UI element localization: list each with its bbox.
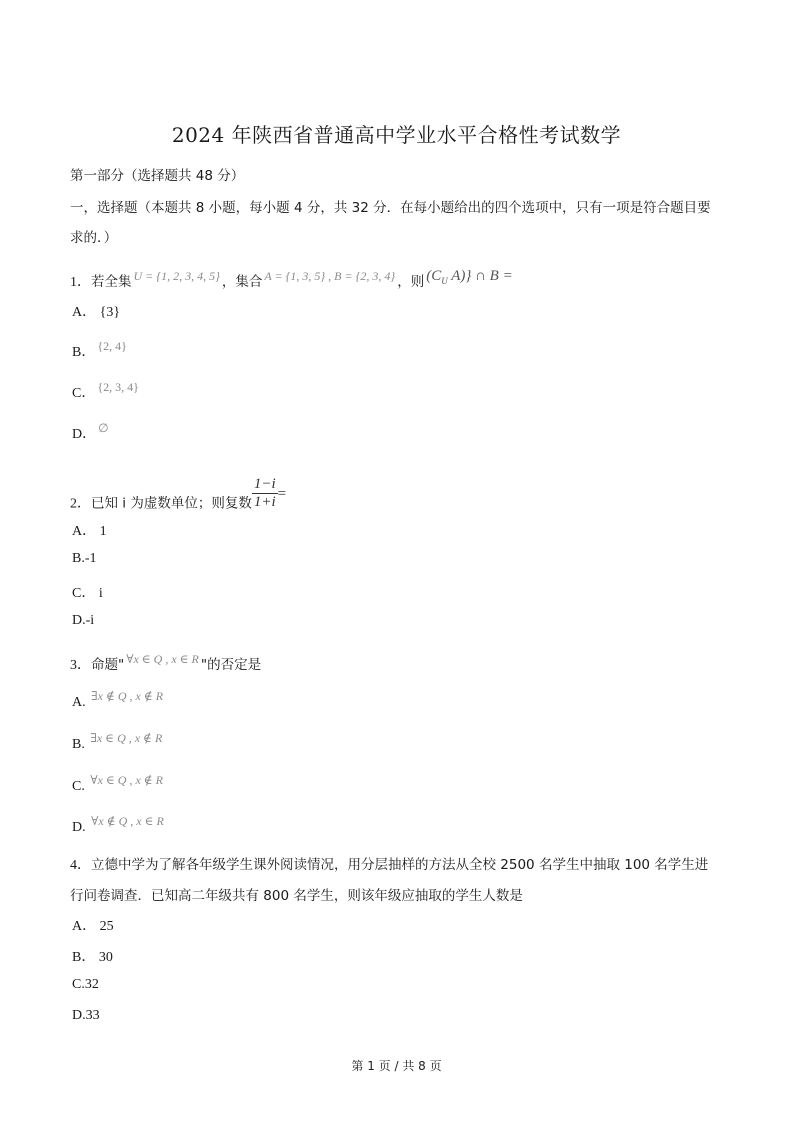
question-4-stem-line-1: [70, 853, 708, 874]
option-label: B.: [72, 551, 85, 566]
stem-text: 立德中学为了解各年级学生课外阅读情况，用分层抽样的方法从全校 2500 名学生中抽取 100 名学生进: [91, 857, 709, 873]
option-b[interactable]: [72, 341, 129, 361]
option-label: D．: [72, 427, 97, 442]
fraction-denominator: 1+i: [253, 494, 276, 510]
option-label: C.: [72, 779, 85, 794]
option-d[interactable]: [72, 814, 166, 836]
option-label: C．: [72, 586, 96, 601]
option-value: -i: [85, 613, 95, 628]
option-value: {2, 4}: [97, 339, 127, 353]
option-d[interactable]: [72, 613, 94, 629]
section-header: 第一部分（选择题共 48 分）: [70, 168, 245, 184]
option-label: A.: [72, 695, 86, 710]
option-value: ∀x ∈ Q , x ∉ R: [90, 773, 163, 787]
option-d[interactable]: [72, 423, 111, 443]
math-part: (C: [426, 268, 442, 284]
page-footer: 第 1 页 / 共 8 页: [351, 1059, 442, 1073]
option-a[interactable]: [72, 915, 114, 935]
instructions-line-2: 求的．）: [70, 230, 118, 246]
stem-text: ，集合: [221, 274, 263, 290]
question-number: 3．: [70, 658, 91, 673]
option-label: D.: [72, 613, 86, 628]
option-label: A．: [72, 305, 97, 320]
option-label: D.: [72, 1008, 86, 1023]
question-number: 2．: [70, 496, 91, 512]
option-value: ∃x ∈ Q , x ∉ R: [90, 731, 163, 745]
stem-text: 若全集: [91, 274, 132, 290]
option-c[interactable]: [72, 582, 103, 602]
page-title: 2024 年陕西省普通高中学业水平合格性考试数学: [171, 123, 622, 147]
fraction: [252, 476, 278, 511]
option-value: ∃x ∉ Q , x ∉ R: [91, 689, 164, 703]
option-value: {3}: [99, 305, 121, 320]
option-b[interactable]: [72, 551, 97, 567]
option-d[interactable]: [72, 1008, 100, 1024]
fraction-numerator: 1−i: [253, 476, 276, 492]
option-a[interactable]: [72, 301, 120, 321]
option-label: C.: [72, 977, 85, 992]
question-4-stem-line-2: 行问卷调查．已知高二年级共有 800 名学生，则该年级应抽取的学生人数是: [70, 888, 523, 904]
question-number: 1．: [70, 275, 91, 290]
option-value: i: [98, 586, 103, 601]
math-expression: U = {1, 2, 3, 4, 5}: [133, 269, 220, 283]
option-label: B．: [72, 345, 96, 360]
math-expression: A = {1, 3, 5} , B = {2, 3, 4}: [264, 269, 396, 283]
option-a[interactable]: [72, 520, 107, 540]
question-2-stem: [70, 476, 287, 521]
option-value: ∀x ∉ Q , x ∈ R: [91, 814, 164, 828]
option-b[interactable]: [72, 946, 113, 966]
option-label: C．: [72, 386, 96, 401]
option-c[interactable]: [72, 382, 141, 402]
instructions-line-1: 一，选择题（本题共 8 小题，每小题 4 分，共 32 分．在每小题给出的四个选项中，只有一项是符合题目要: [70, 200, 711, 216]
option-a[interactable]: [72, 689, 165, 711]
option-value: 32: [84, 977, 99, 992]
math-part: A)} ∩ B =: [447, 268, 513, 284]
option-value: 1: [99, 524, 107, 539]
stem-text: "的否定是: [200, 657, 262, 673]
math-expression: ∀x ∈ Q , x ∈ R: [126, 652, 199, 666]
question-number: 4．: [70, 858, 91, 873]
option-label: B．: [72, 950, 96, 965]
option-value: {2, 3, 4}: [97, 380, 139, 394]
math-expression: [424, 268, 515, 284]
question-3-stem: [70, 653, 261, 674]
option-value: 30: [98, 950, 113, 965]
option-label: B.: [72, 737, 85, 752]
option-value: 33: [85, 1008, 100, 1023]
option-value: ∅: [98, 421, 109, 435]
option-value: -1: [84, 551, 97, 566]
option-b[interactable]: [72, 731, 164, 753]
option-value: 25: [99, 919, 114, 934]
stem-text: ，则: [397, 274, 425, 290]
option-label: A．: [72, 524, 97, 539]
equals-sign: =: [277, 485, 287, 502]
option-label: A．: [72, 919, 97, 934]
stem-text: 命题": [91, 657, 125, 673]
option-label: D.: [72, 820, 86, 835]
question-1-stem: [70, 270, 515, 292]
stem-text: 已知 i 为虚数单位；则复数: [91, 495, 252, 512]
option-c[interactable]: [72, 977, 99, 993]
option-c[interactable]: [72, 773, 165, 795]
math-subscript: U: [441, 276, 448, 286]
